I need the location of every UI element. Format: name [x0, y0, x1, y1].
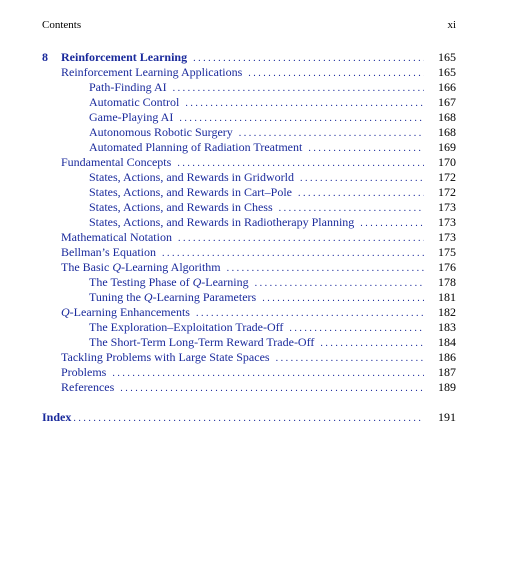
toc-page-number: 173 — [438, 215, 456, 229]
toc-entry-title[interactable]: States, Actions, and Rewards in Gridworld — [89, 170, 294, 184]
dot-leader — [298, 186, 424, 201]
toc-entry-title[interactable] — [61, 260, 221, 275]
title-prefix: The Basic — [61, 260, 113, 274]
toc-entry-title[interactable]: States, Actions, and Rewards in Chess — [89, 200, 273, 214]
toc-subsection-entry[interactable] — [42, 275, 456, 290]
toc-subsection-entry[interactable] — [42, 200, 456, 215]
toc-entry-title[interactable]: The Short-Term Long-Term Reward Trade-Off — [89, 335, 315, 349]
toc-page-number: 166 — [438, 80, 456, 94]
toc-page-number: 168 — [438, 125, 456, 139]
toc-section-entry[interactable] — [42, 350, 456, 365]
toc-section-entry[interactable] — [42, 230, 456, 245]
dot-leader — [196, 306, 424, 321]
toc-section-entry[interactable] — [42, 155, 456, 170]
dot-leader — [177, 156, 424, 171]
dot-leader — [162, 246, 424, 261]
dot-leader — [239, 126, 424, 141]
toc-page-number: 191 — [438, 410, 456, 424]
toc-entry-title[interactable]: Tackling Problems with Large State Spaces — [61, 350, 270, 364]
toc-page-number: 176 — [438, 260, 456, 274]
dot-leader — [227, 261, 424, 276]
toc-page-number: 165 — [438, 50, 456, 64]
toc-entry-title[interactable]: Path-Finding AI — [89, 80, 167, 94]
toc-section-entry[interactable] — [42, 305, 456, 320]
title-suffix: -Learning — [201, 275, 249, 289]
toc-subsection-entry[interactable] — [42, 335, 456, 350]
dot-leader — [112, 366, 424, 381]
toc-page-number: 181 — [438, 290, 456, 304]
toc-subsection-entry[interactable] — [42, 95, 456, 110]
toc-entry-title[interactable] — [89, 275, 249, 290]
dot-leader — [120, 381, 424, 396]
toc-subsection-entry[interactable] — [42, 140, 456, 155]
toc-page-number: 170 — [438, 155, 456, 169]
dot-leader — [185, 96, 424, 111]
title-prefix: The Testing Phase of — [89, 275, 193, 289]
toc-section-entry[interactable] — [42, 365, 456, 380]
toc-subsection-entry[interactable] — [42, 320, 456, 335]
toc-entry-title[interactable]: Mathematical Notation — [61, 230, 172, 244]
toc-entry-title[interactable]: States, Actions, and Rewards in Radiotherapy Planning — [89, 215, 355, 229]
toc-page-number: 186 — [438, 350, 456, 364]
dot-leader — [73, 411, 424, 426]
toc-entry-title[interactable]: Problems — [61, 365, 107, 379]
dot-leader — [255, 276, 424, 291]
toc-entry-title[interactable]: Autonomous Robotic Surgery — [89, 125, 233, 139]
dot-leader — [320, 336, 424, 351]
toc-subsection-entry[interactable] — [42, 80, 456, 95]
toc-spacer — [42, 395, 456, 410]
toc-entry-title[interactable]: Reinforcement Learning Applications — [61, 65, 243, 79]
toc-entry-title[interactable] — [61, 305, 190, 320]
dot-leader — [289, 321, 424, 336]
toc-subsection-entry[interactable] — [42, 185, 456, 200]
running-head-page-number: xi — [447, 19, 456, 31]
q-symbol: Q — [143, 290, 153, 304]
toc-subsection-entry[interactable] — [42, 110, 456, 125]
running-head-title: Contents — [42, 19, 82, 31]
toc-entry-title[interactable]: Bellman’s Equation — [61, 245, 156, 259]
dot-leader — [300, 171, 424, 186]
chapter-number: 8 — [42, 50, 48, 64]
toc-page-number: 187 — [438, 365, 456, 379]
dot-leader — [279, 201, 424, 216]
toc-entry-title[interactable]: States, Actions, and Rewards in Cart–Pole — [89, 185, 292, 199]
dot-leader — [193, 51, 424, 66]
toc-page-number: 175 — [438, 245, 456, 259]
toc-entry-title[interactable]: Automatic Control — [89, 95, 180, 109]
q-symbol: Q — [112, 260, 121, 274]
toc-entry-title[interactable]: Automated Planning of Radiation Treatment — [89, 140, 303, 154]
dot-leader — [276, 351, 424, 366]
toc-section-entry[interactable] — [42, 380, 456, 395]
toc-page-number: 173 — [438, 230, 456, 244]
toc-chapter-entry[interactable] — [42, 50, 456, 65]
q-symbol: Q — [61, 305, 70, 319]
toc-page-number: 169 — [438, 140, 456, 154]
toc-entry-title[interactable]: The Exploration–Exploitation Trade-Off — [89, 320, 284, 334]
title-suffix: -Learning Enhancements — [69, 305, 190, 319]
table-of-contents — [42, 50, 456, 425]
toc-section-entry[interactable] — [42, 245, 456, 260]
toc-subsection-entry[interactable] — [42, 215, 456, 230]
dot-leader — [248, 66, 424, 81]
title-suffix: -Learning Parameters — [152, 290, 257, 304]
toc-subsection-entry[interactable] — [42, 290, 456, 305]
dot-leader — [173, 81, 424, 96]
toc-page-number: 189 — [438, 380, 456, 394]
toc-entry-title[interactable]: Fundamental Concepts — [61, 155, 172, 169]
toc-page-number: 168 — [438, 110, 456, 124]
dot-leader — [179, 111, 424, 126]
toc-entry-title[interactable]: Reinforcement Learning — [61, 50, 188, 64]
toc-index-entry[interactable] — [42, 410, 456, 425]
toc-page-number: 182 — [438, 305, 456, 319]
toc-entry-title[interactable]: Game-Playing AI — [89, 110, 174, 124]
title-suffix: -Learning Algorithm — [121, 260, 221, 274]
q-symbol: Q — [192, 275, 202, 289]
toc-page-number: 184 — [438, 335, 456, 349]
toc-subsection-entry[interactable] — [42, 125, 456, 140]
toc-page-number: 173 — [438, 200, 456, 214]
title-prefix: Tuning the — [89, 290, 144, 304]
toc-page-number: 183 — [438, 320, 456, 334]
toc-page-number: 167 — [438, 95, 456, 109]
toc-entry-title[interactable]: Index — [42, 410, 72, 424]
toc-entry-title[interactable] — [89, 290, 256, 305]
toc-page-number: 172 — [438, 170, 456, 184]
dot-leader — [308, 141, 424, 156]
dot-leader — [262, 291, 424, 306]
toc-page-number: 165 — [438, 65, 456, 79]
toc-page-number: 172 — [438, 185, 456, 199]
toc-section-entry[interactable] — [42, 260, 456, 275]
toc-subsection-entry[interactable] — [42, 170, 456, 185]
toc-page-number: 178 — [438, 275, 456, 289]
toc-section-entry[interactable] — [42, 65, 456, 80]
dot-leader — [360, 216, 424, 231]
dot-leader — [178, 231, 424, 246]
toc-entry-title[interactable]: References — [61, 380, 115, 394]
